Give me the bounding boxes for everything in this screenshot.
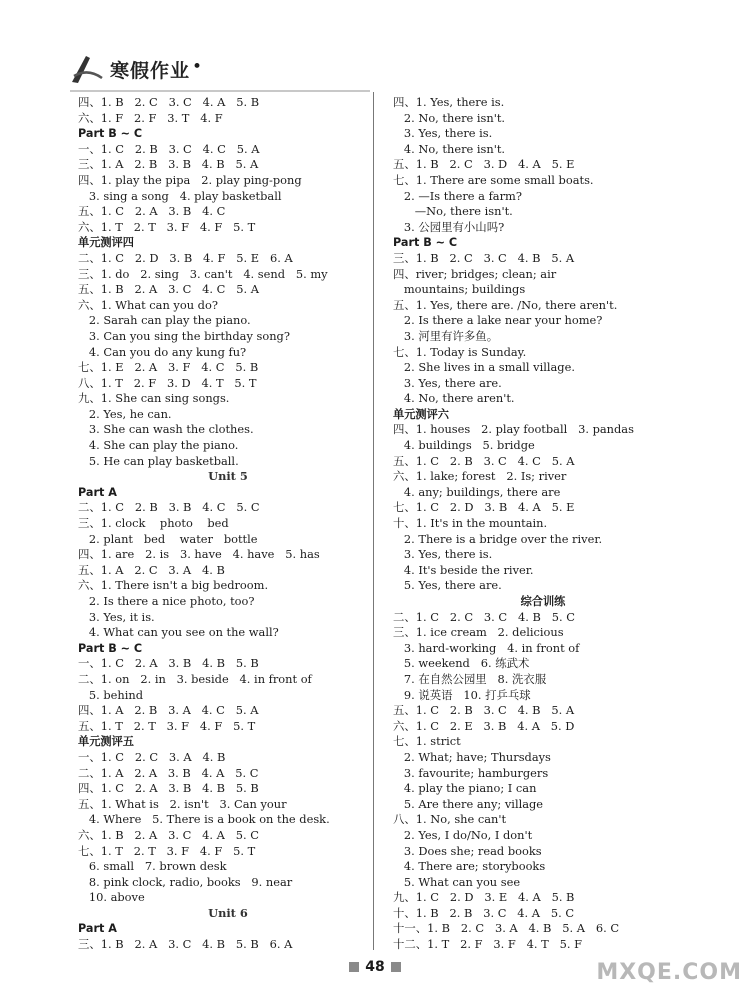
unit-heading: 综合训练 [520,595,566,608]
answer-line: 一、1. C 2. A 3. B 4. B 5. B [78,656,259,671]
answer-line: 八、1. No, she can't [393,812,507,827]
answer-line: 4. play the piano; I can [393,781,537,796]
answer-line: 五、1. What is 2. isn't 3. Can your [78,796,287,811]
header-rule [70,90,370,92]
answer-line: 四、1. are 2. is 3. have 4. have 5. has [78,547,320,562]
answer-line: 5. He can play basketball. [78,453,239,468]
answer-line: 2. —Is there a farm? [393,188,522,203]
answer-line: 3. 公园里有小山吗? [393,219,505,234]
answer-line: 2. Is there a nice photo, too? [78,594,255,608]
answer-line: 2. plant bed water bottle [78,531,258,546]
answer-line: 5. Yes, there are. [393,578,502,593]
page-header [70,48,370,90]
answer-line: 七、1. There are some small boats. [393,172,594,187]
answer-line: 十、1. B 2. B 3. C 4. A 5. C [393,905,575,920]
answer-line: 三、1. B 2. C 3. C 4. B 5. A [393,250,575,265]
answer-line: 一、1. C 2. B 3. C 4. C 5. A [78,141,260,156]
footer-square-icon [349,962,359,972]
answer-line: 七、1. T 2. T 3. F 4. F 5. T [78,843,256,858]
answer-line: 六、1. F 2. F 3. T 4. F [78,110,223,125]
answer-line: 九、1. She can sing songs. [78,391,230,406]
answer-line: 2. No, there isn't. [393,110,506,125]
answer-line: 七、1. Today is Sunday. [393,344,527,359]
answer-line: 七、1. C 2. D 3. B 4. A 5. E [393,500,575,515]
answer-line: 6. small 7. brown desk [78,859,227,874]
answer-line: 3. She can wash the clothes. [78,422,254,437]
answer-line: 五、1. B 2. C 3. D 4. A 5. E [393,157,575,172]
answer-line: 2. Yes, I do/No, I don't [393,827,533,842]
answer-line: 2. Sarah can play the piano. [78,313,251,328]
answer-line: 8. pink clock, radio, books 9. near [78,874,293,889]
answer-line: 三、1. do 2. sing 3. can't 4. send 5. my [78,266,328,281]
answer-line: 六、1. C 2. E 3. B 4. A 5. D [393,718,575,733]
answer-line: 二、1. C 2. B 3. B 4. C 5. C [78,500,260,515]
answer-line: 五、1. Yes, there are. /No, there aren't. [393,297,618,312]
answer-line: 二、1. C 2. D 3. B 4. F 5. E 6. A [78,250,293,265]
answer-line: 六、1. lake; forest 2. Is; river [393,469,567,484]
footer-square-icon [391,962,401,972]
answer-line: 4. There are; storybooks [393,859,546,874]
section-heading: 单元测评六 [393,407,449,421]
answer-line: 3. sing a song 4. play basketball [78,188,282,203]
answer-line: 10. above [78,890,145,905]
answer-line: 3. Yes, there are. [393,375,502,390]
answer-line: 五、1. C 2. B 3. C 4. C 5. A [393,453,575,468]
answer-line: 四、1. C 2. A 3. B 4. B 5. B [78,781,259,796]
unit-heading: Unit 6 [208,905,248,920]
answer-line: 2. Yes, he can. [78,406,172,421]
answer-line: 4. Can you do any kung fu? [78,344,247,359]
answer-line: 3. 河里有许多鱼。 [393,328,499,343]
section-heading: Part A [78,922,117,936]
answer-line: —No, there isn't. [393,204,513,219]
answer-line: 十、1. It's in the mountain. [393,516,548,531]
answer-line: 二、1. on 2. in 3. beside 4. in front of [78,671,312,686]
answer-line: 3. Yes, there is. [393,126,493,141]
header-dot: • [192,57,203,77]
section-heading: Part B ~ C [78,641,143,655]
watermark-logo: MXQE.COM [596,960,742,985]
answer-line: 三、1. B 2. A 3. C 4. B 5. B 6. A [78,937,293,952]
answer-line: 2. What; have; Thursdays [393,749,551,764]
answer-line: 5. What can you see [393,874,521,889]
answer-line: 2. There is a bridge over the river. [393,531,603,546]
answer-line: 二、1. A 2. A 3. B 4. A 5. C [78,765,259,780]
answer-line: 六、1. B 2. A 3. C 4. A 5. C [78,827,259,842]
section-heading: 单元测评五 [78,735,134,749]
answer-line: 五、1. B 2. A 3. C 4. C 5. A [78,282,259,297]
answer-line: 六、1. There isn't a big bedroom. [78,578,269,593]
header-title: 寒假作业 [110,60,191,82]
answer-line: 三、1. clock photo bed [78,516,229,531]
answer-line: 4. What can you see on the wall? [78,625,279,640]
unit-heading: Unit 5 [208,469,248,484]
answer-line: 2. Is there a lake near your home? [393,313,603,328]
answer-line: 5. Are there any; village [393,796,544,811]
answer-line: 2. She lives in a small village. [393,360,575,375]
answer-line: 五、1. C 2. B 3. C 4. B 5. A [393,703,575,718]
answer-line: 4. She can play the piano. [78,438,239,453]
answer-line: 四、river; bridges; clean; air [393,266,557,281]
answer-line: 五、1. T 2. T 3. F 4. F 5. T [78,718,256,733]
answer-line: 七、1. strict [393,734,461,749]
answer-line: 4. No, there aren't. [393,391,515,406]
answer-line: 九、1. C 2. D 3. E 4. A 5. B [393,890,575,905]
answer-line: 三、1. A 2. B 3. B 4. B 5. A [78,157,259,172]
answer-line: 八、1. T 2. F 3. D 4. T 5. T [78,375,257,390]
section-heading: Part B ~ C [78,127,143,141]
answer-line: 五、1. A 2. C 3. A 4. B [78,562,225,577]
answer-line: 五、1. C 2. A 3. B 4. C [78,204,226,219]
answer-line: 4. No, there isn't. [393,141,506,156]
answer-line: 3. Can you sing the birthday song? [78,328,290,343]
section-heading: 单元测评四 [78,236,134,250]
answer-line: 7. 在自然公园里 8. 洗衣服 [393,671,547,686]
answer-line: 七、1. E 2. A 3. F 4. C 5. B [78,360,259,375]
left-answer-column [78,95,378,953]
answer-line: 十一、1. B 2. C 3. A 4. B 5. A 6. C [393,921,620,936]
answer-line: 一、1. C 2. C 3. A 4. B [78,749,226,764]
answer-line: 六、1. T 2. T 3. F 4. F 5. T [78,219,256,234]
answer-line: 六、1. What can you do? [78,297,218,312]
answer-line: 十二、1. T 2. F 3. F 4. T 5. F [393,937,582,952]
answer-line: 4. any; buildings, there are [393,484,561,499]
answer-line: 四、1. houses 2. play football 3. pandas [393,422,634,437]
answer-line: 5. weekend 6. 练武术 [393,656,530,671]
answer-line: 3. Yes, there is. [393,547,493,562]
answer-line: 四、1. Yes, there is. [393,95,505,109]
page-number: 48 [365,959,385,975]
right-answer-column [393,95,693,953]
answer-line: 3. favourite; hamburgers [393,765,549,780]
answer-line: 4. It's beside the river. [393,562,534,577]
pencil-logo-icon [70,54,104,84]
answer-line: 9. 说英语 10. 打乒乓球 [393,687,531,702]
answer-line: 4. Where 5. There is a book on the desk. [78,812,330,827]
answer-line: 四、1. A 2. B 3. A 4. C 5. A [78,703,259,718]
answer-line: 3. hard-working 4. in front of [393,640,580,655]
answer-line: 三、1. ice cream 2. delicious [393,625,564,640]
answer-line: 四、1. B 2. C 3. C 4. A 5. B [78,95,260,109]
section-heading: Part A [78,485,117,499]
answer-line: mountains; buildings [393,282,526,297]
answer-line: 5. behind [78,687,143,702]
answer-line: 3. Yes, it is. [78,609,155,624]
answer-line: 3. Does she; read books [393,843,542,858]
section-heading: Part B ~ C [393,236,458,250]
answer-line: 二、1. C 2. C 3. C 4. B 5. C [393,609,575,624]
answer-line: 4. buildings 5. bridge [393,438,535,453]
answer-line: 四、1. play the pipa 2. play ping-pong [78,172,302,187]
